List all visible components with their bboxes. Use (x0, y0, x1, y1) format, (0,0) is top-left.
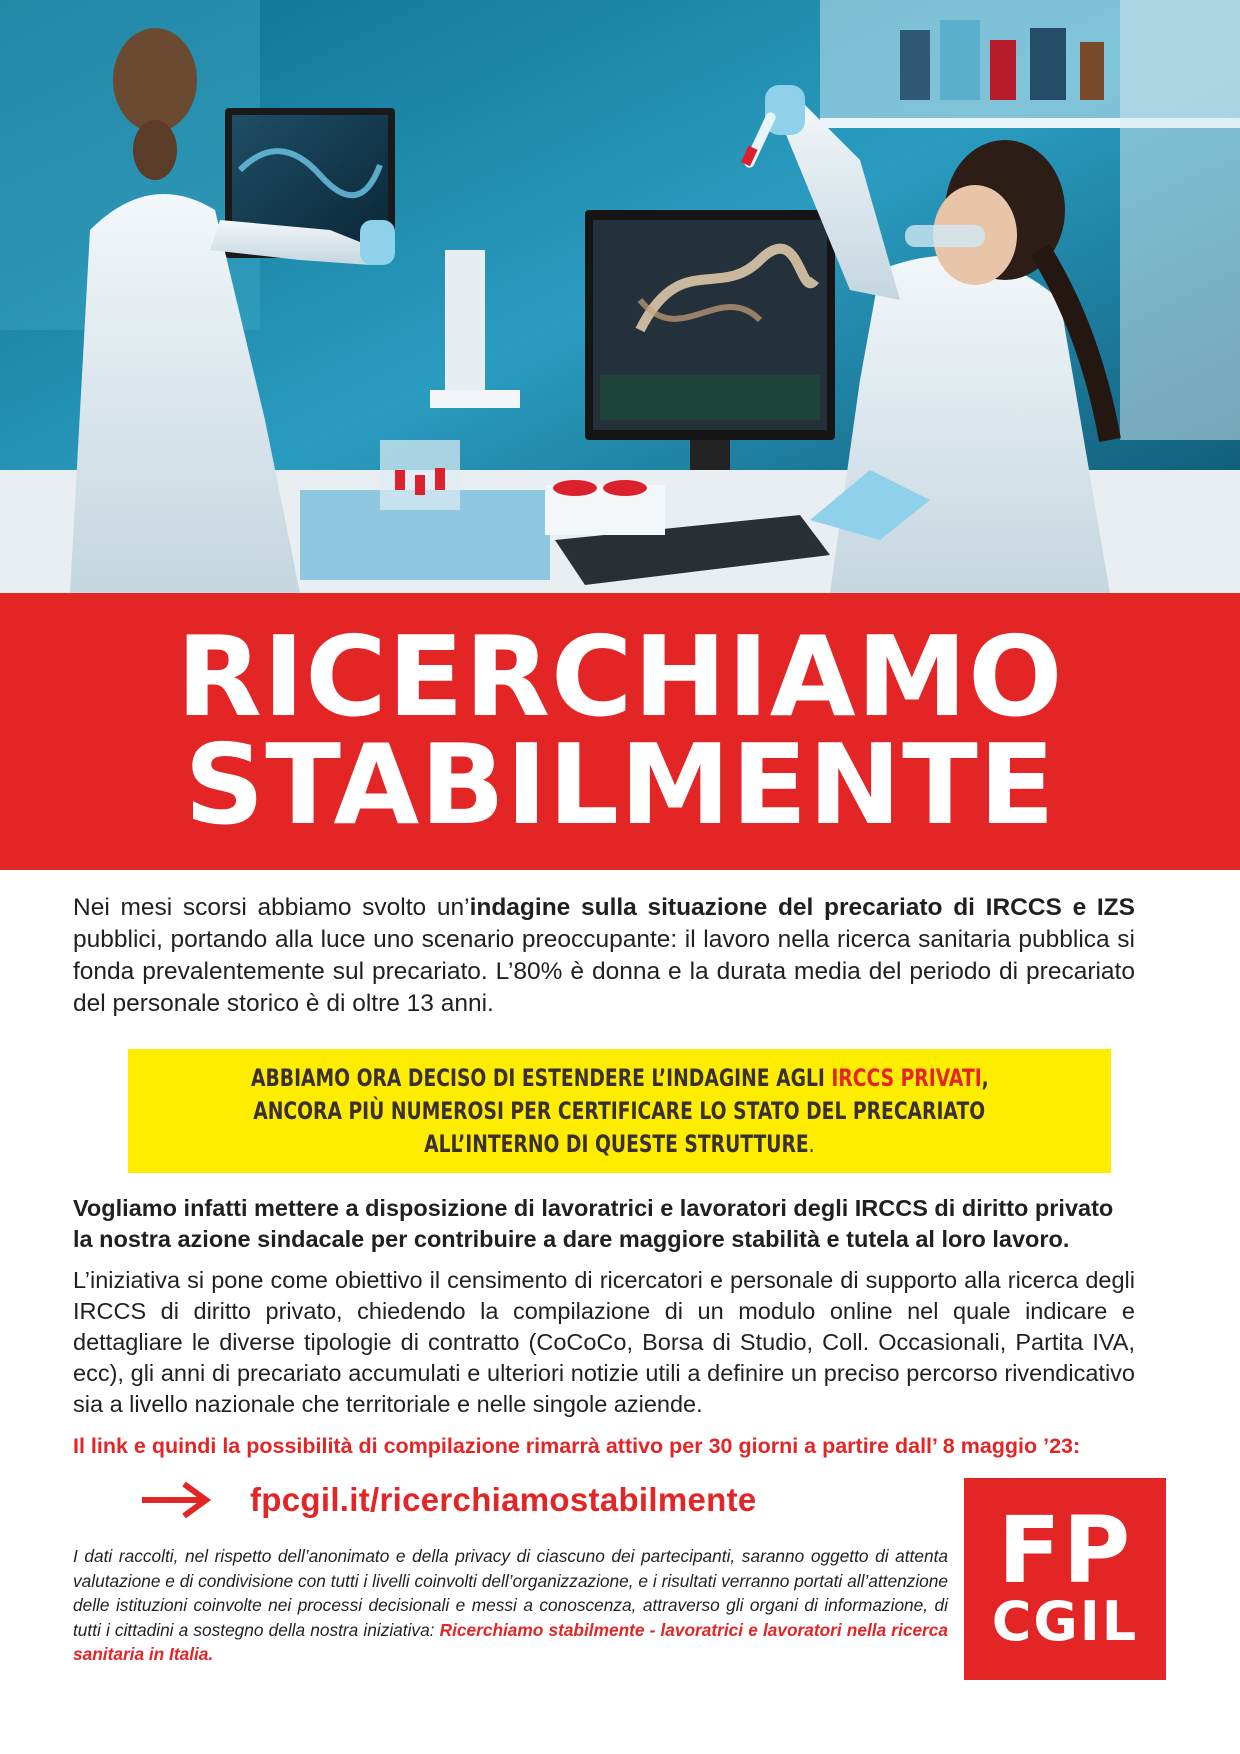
body-paragraph: L’iniziativa si pone come obiettivo il censimento di ricercatori e personale di supporto alla ricerca degli IRCCS di diritto privato, chiedendo la compilazione di un modulo online nel quale indicare e dettagliare le diverse tipologie di contratto (CoCoCo, Borsa di Studio, Coll. Occasionali, Partita IVA, ecc), gli anni di precariato accumulati e ulteriori notizie utili a definire un preciso percorso rivendicativo sia a livello nazionale che territoriale e nelle singole aziende. (73, 1267, 1135, 1417)
survey-link-row (140, 1472, 757, 1528)
arrow-right-icon (140, 1480, 212, 1520)
hero-photo (0, 0, 1240, 593)
fp-cgil-logo (964, 1478, 1166, 1680)
intro-text-start: Nei mesi scorsi abbiamo svolto un’ (73, 894, 470, 921)
callout-highlight: IRCCS PRIVATI (830, 1063, 982, 1092)
lead-paragraph: Vogliamo infatti mettere a disposizione di lavoratrici e lavoratori degli IRCCS di diritto privato la nostra azione sindacale per contribuire a dare maggiore stabilità e tutela al loro lavoro. (73, 1195, 1114, 1252)
privacy-disclaimer (73, 1544, 948, 1667)
headline-band (0, 593, 1240, 870)
callout-line-1-end: , (981, 1063, 989, 1092)
laboratory-photo-illustration (0, 0, 1240, 593)
logo-fp: FP (997, 1497, 1133, 1604)
headline-line-2: STABILMENTE (184, 720, 1056, 850)
deadline-notice: Il link e quindi la possibilità di compilazione rimarrà attivo per 30 giorni a partire dall’ 8 maggio ’23: (73, 1434, 1081, 1458)
disclaimer-text: I dati raccolti, nel rispetto dell’anonimato e della privacy di ciascuno dei partecipanti, saranno oggetto di attenta valutazione e di condivisione con tutti i livelli coinvolti dell’organizzazione, e i risultati verranno portati all’attenzione delle istituzioni coinvolte nei processi decisionali e messi a conoscenza, attraverso gli organi di informazione, di tutti i cittadini a sostegno della nostra iniziativa: (73, 1546, 948, 1640)
callout-line-1 (251, 1062, 989, 1095)
intro-text-bold: indagine sulla situazione del precariato di IRCCS e IZS (469, 894, 1135, 921)
intro-paragraph (73, 892, 1135, 1020)
callout-line-3-end: . (808, 1129, 815, 1158)
logo-cgil: CGIL (991, 1590, 1139, 1653)
callout-line-1-text: ABBIAMO ORA DECISO DI ESTENDERE L’INDAGINE AGLI (250, 1063, 831, 1092)
callout-box (128, 1049, 1111, 1173)
callout-line-3 (424, 1128, 815, 1161)
headline-line-1: RICERCHIAMO (176, 612, 1064, 742)
callout-line-3-text: ALL’INTERNO DI QUESTE STRUTTURE (424, 1129, 809, 1158)
intro-text-end: pubblici, portando alla luce uno scenario preoccupante: il lavoro nella ricerca sanitaria pubblica si fonda prevalentemente sul precariato. L’80% è donna e la durata media del periodo di precariato del personale storico è di oltre 13 anni. (73, 926, 1135, 1017)
survey-link[interactable]: fpcgil.it/ricerchiamostabilmente (250, 1481, 757, 1518)
callout-line-2: ANCORA PIÙ NUMEROSI PER CERTIFICARE LO STATO DEL PRECARIATO (253, 1096, 986, 1125)
disclaimer-emphasis: Ricerchiamo stabilmente - lavoratrici e lavoratori nella ricerca sanitaria in Italia. (73, 1619, 949, 1664)
